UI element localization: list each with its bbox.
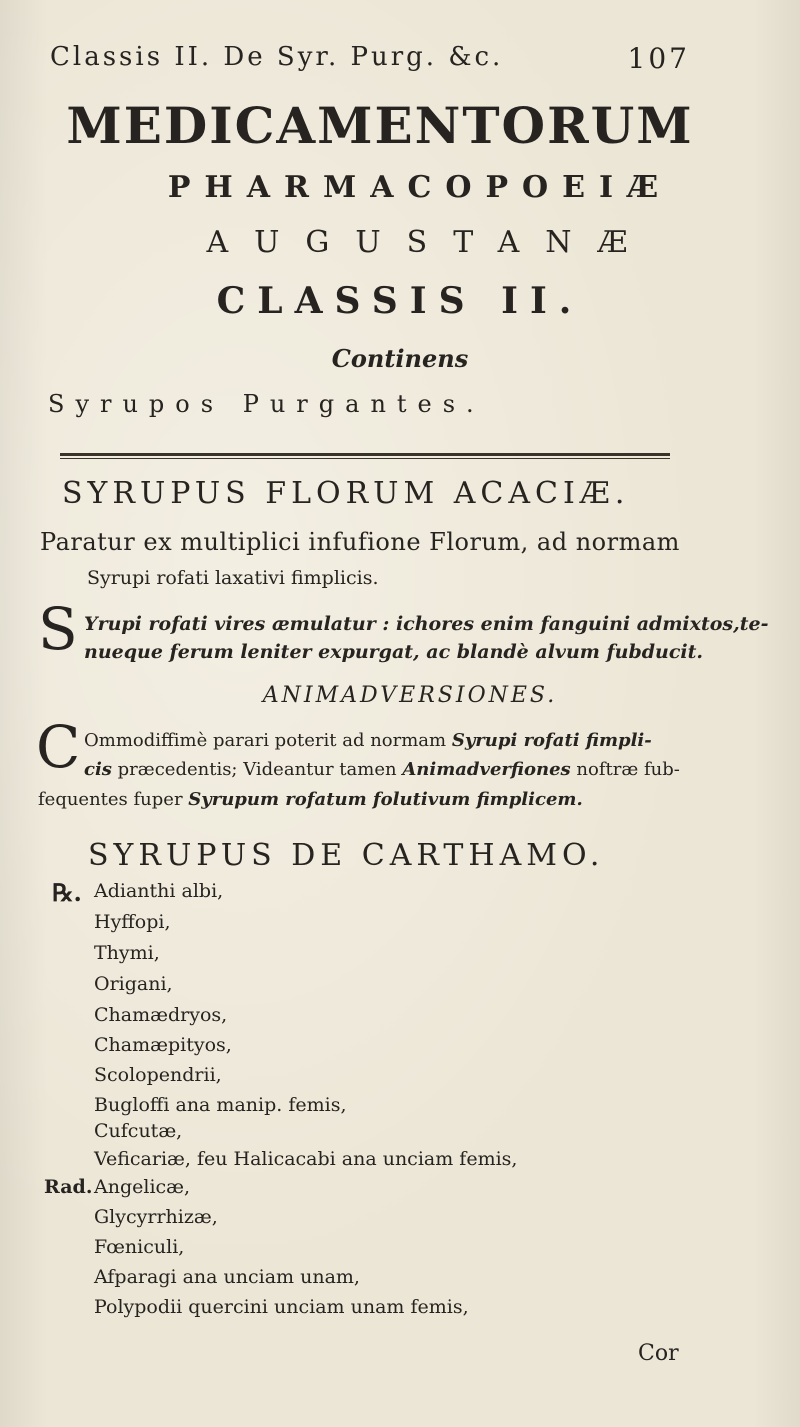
animad-line-2-roman-b: præcedentis; Videantur tamen (111, 759, 403, 780)
page-number: 107 (627, 42, 690, 75)
rad-label: Rad. (44, 1176, 93, 1198)
ingredient-item: Adianthi albi, (94, 880, 224, 902)
ingredient-item: Scolopendrii, (94, 1064, 222, 1086)
animad-line-2-italic-c: Animadverfiones (402, 759, 571, 780)
animad-line-1-italic: Syrupi rofati fimpli- (451, 730, 652, 751)
title-line-3: AUGUSTANÆ (206, 225, 654, 260)
animad-line-3 (38, 789, 583, 810)
continens-line: Continens (331, 344, 469, 373)
ingredient-item: Chamæpityos, (94, 1034, 232, 1056)
ingredient-item: Fœniculi, (94, 1236, 185, 1258)
ingredient-item: Thymi, (94, 942, 160, 964)
acacia-italic-line-1: Yrupi rofati vires æmulatur : ichores enim fanguini admixtos,te- (84, 613, 769, 635)
ingredient-item: Veficariæ, feu Halicacabi ana unciam femis, (94, 1148, 518, 1170)
recipe-symbol: ℞. (52, 878, 82, 907)
animadversiones-heading: ANIMADVERSIONES. (262, 683, 558, 708)
catchword: Cor (638, 1341, 679, 1366)
animad-line-1 (84, 730, 652, 751)
animad-line-1-roman: Ommodiffimè parari poterit ad normam (84, 730, 452, 751)
animad-line-3-italic: Syrupum rofatum folutivum fimplicem. (188, 789, 583, 810)
drop-initial-s: S (38, 595, 78, 663)
double-rule-top (60, 453, 670, 456)
animad-line-2-roman-d: noftræ fub- (570, 759, 680, 780)
title-line-4: CLASSIS II. (216, 280, 584, 322)
ingredient-item: Bugloffi ana manip. femis, (94, 1094, 347, 1116)
section-heading-acacia: SYRUPUS FLORUM ACACIÆ. (62, 476, 630, 511)
ingredient-item: Glycyrrhizæ, (94, 1206, 218, 1228)
title-line-2: PHARMACOPOEIÆ (167, 170, 673, 205)
ingredient-item: Origani, (94, 973, 173, 995)
acacia-text-line-2: Syrupi rofati laxativi fimplicis. (87, 567, 379, 589)
section-heading-carthamo: SYRUPUS DE CARTHAMO. (88, 838, 605, 873)
ingredient-item: Polypodii quercini unciam unam femis, (94, 1296, 469, 1318)
acacia-text-line-1: Paratur ex multiplici infufione Florum, ad normam (40, 528, 680, 556)
animad-line-3-roman: fequentes fuper (38, 789, 189, 810)
title-line-1: MEDICAMENTORUM (66, 96, 694, 155)
header-title: Classis II. De Syr. Purg. &c. (50, 42, 504, 72)
ingredient-item: Hyffopi, (94, 911, 171, 933)
animad-line-2-italic-a: cis (84, 759, 112, 780)
ingredient-item: Cufcutæ, (94, 1120, 183, 1142)
ingredient-item: Afparagi ana unciam unam, (94, 1266, 360, 1288)
drop-initial-c: C (36, 713, 81, 781)
double-rule-bottom (60, 458, 670, 459)
ingredient-item: Angelicæ, (94, 1176, 191, 1198)
syrupos-purgantes-line: Syrupos Purgantes. (48, 390, 485, 418)
animad-line-2 (84, 759, 680, 780)
ingredient-item: Chamædryos, (94, 1004, 228, 1026)
acacia-italic-line-2: nueque ferum leniter expurgat, ac blandè alvum fubducit. (84, 641, 704, 663)
